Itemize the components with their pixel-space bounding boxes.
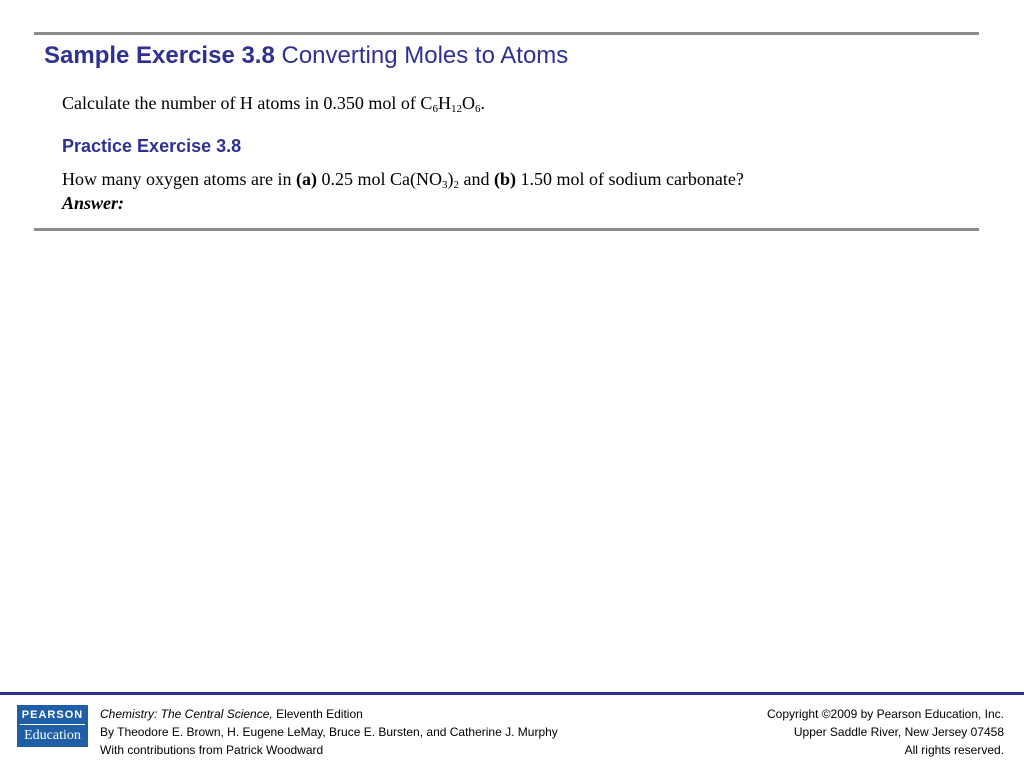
logo-separator [20,724,85,725]
sample-question [62,93,485,114]
publisher-address: Upper Saddle River, New Jersey 07458 [793,725,1004,739]
copyright-line: Copyright ©2009 by Pearson Education, Inc. [767,707,1004,721]
footer-authors: By Theodore E. Brown, H. Eugene LeMay, Bruce E. Bursten, and Catherine J. Murphy [100,725,558,739]
footer-citation [100,705,558,759]
logo-subtitle: Education [24,728,81,743]
logo-wordmark: PEARSON [21,709,84,721]
part-a-text: 0.25 mol Ca(NO [316,169,442,189]
part-b-text: 1.50 mol of sodium carbonate? [515,169,744,189]
pearson-logo [17,705,88,747]
footer-contributions: With contributions from Patrick Woodward [100,743,324,757]
practice-question [62,169,744,190]
part-b-label: (b) [493,169,516,189]
sample-question-text: Calculate the number of H atoms in 0.350 mol of C [62,93,433,113]
slide-title-text: Converting Moles to Atoms [281,42,569,69]
footer-book-line [100,705,558,723]
footer-copyright [767,705,1004,759]
part-a-label: (a) [295,169,317,189]
formula-element: H [437,93,451,113]
formula-subscript: 2 [453,179,459,191]
rights-line: All rights reserved. [904,743,1004,757]
slide-title [44,42,568,70]
answer-label: Answer: [62,193,125,213]
top-divider [34,32,979,35]
practice-heading: Practice Exercise 3.8 [62,136,242,156]
formula-subscript: 6 [432,103,438,115]
practice-question-text: How many oxygen atoms are in [62,169,296,189]
sample-question-period: . [480,93,485,113]
formula-subscript: 12 [450,103,462,115]
book-title: Chemistry: The Central Science, [100,707,273,721]
formula-subscript: 3 [441,179,448,191]
slide-title-number: Sample Exercise 3.8 [44,42,275,69]
conjunction: and [458,169,494,189]
formula-element: O [461,93,475,113]
bottom-divider [34,228,979,231]
formula-subscript: 6 [474,103,481,115]
formula-paren: ) [447,169,454,189]
footer-divider [0,692,1024,695]
book-edition: Eleventh Edition [272,707,363,721]
